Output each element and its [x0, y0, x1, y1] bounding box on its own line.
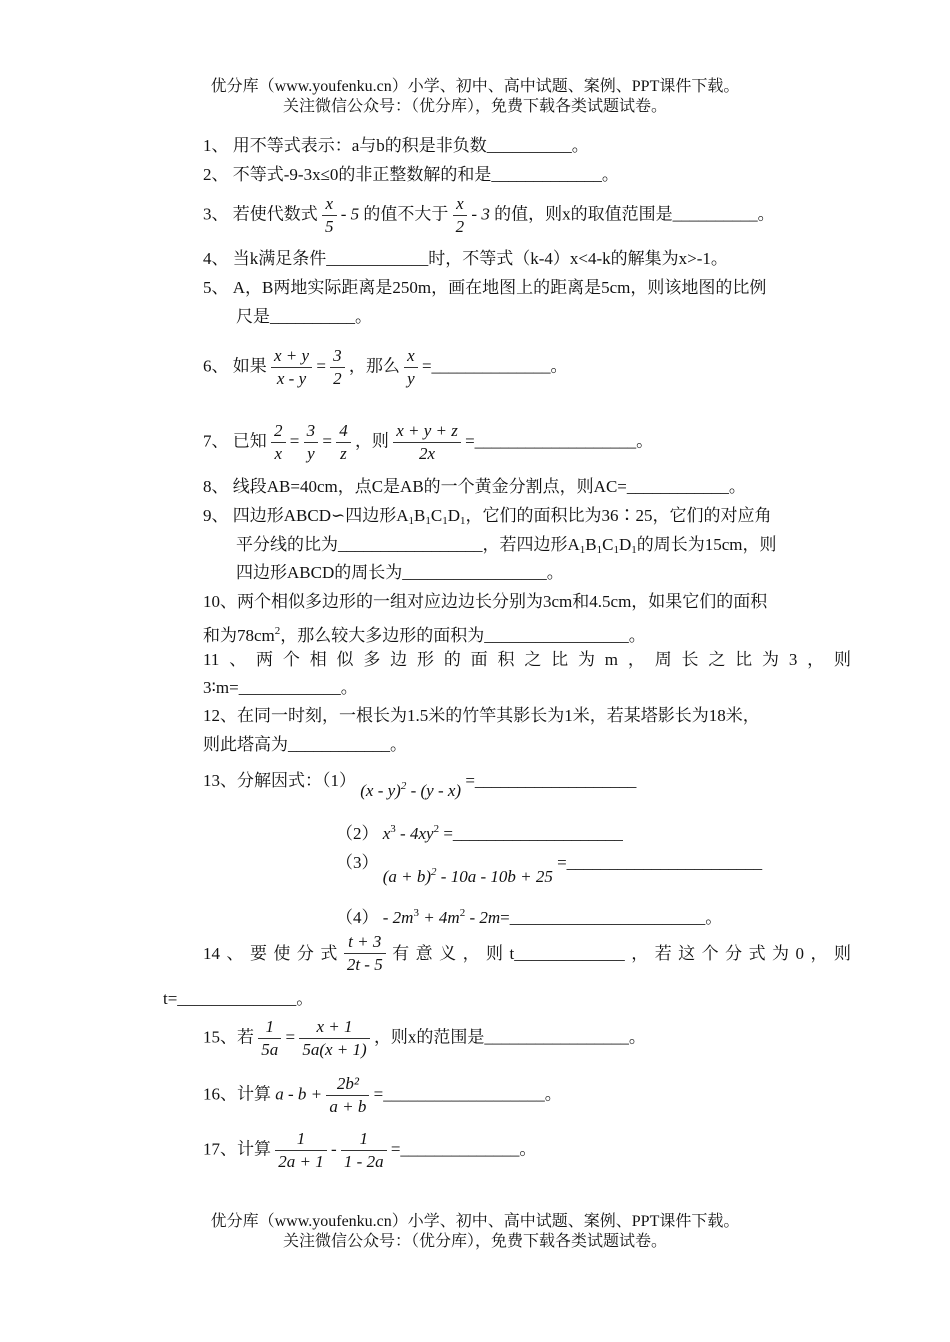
q7-mid: ，则 [354, 431, 389, 451]
q11-token: 长 [681, 650, 699, 669]
q9-b: B [414, 506, 426, 525]
q11-token: 则 [833, 650, 851, 669]
q3-suffix: 的值，则x的取值范围是__________。 [494, 204, 775, 224]
q6-eq: = [316, 356, 326, 376]
q13-p3b: - 10a - 10b + 25 [436, 867, 553, 886]
q3-fraction-1: $\frac{x}{5}$ [322, 193, 337, 238]
q14-token: 有 [392, 943, 410, 963]
q13-p4-answer: =_______________________。 [500, 908, 723, 927]
q9-sub: 1 [613, 544, 619, 556]
question-11-line1 [203, 649, 851, 671]
q11-token: 为 [577, 650, 595, 669]
q13-p4b: + 4m [418, 908, 460, 927]
q9-c: C [602, 535, 614, 554]
q14-token: 意 [415, 943, 433, 963]
q9-sub: 1 [442, 515, 448, 527]
q14-token: 若 [654, 943, 672, 963]
q11-token: 、 [229, 650, 247, 669]
q6-fraction-3: $\frac{x}{y}$ [404, 345, 418, 390]
q13-p1b: - (y - x) [406, 781, 462, 800]
q11-token: 形 [417, 650, 434, 669]
q14-token: ， [810, 943, 828, 963]
question-9-line2 [236, 534, 777, 561]
q11-token: 相 [309, 650, 327, 669]
q13-p2-answer: =____________________ [443, 824, 623, 843]
q6-suffix: =______________。 [421, 356, 568, 376]
q9-sub: 1 [579, 544, 586, 556]
q9-sub: 1 [425, 515, 431, 527]
question-13-part3 [336, 847, 763, 886]
q6-mid: ，那么 [348, 356, 400, 376]
q11-token: m [604, 650, 619, 669]
q14-token: 使 [273, 943, 291, 963]
q6-fraction-1: $\frac{x + y}{x - y}$ [271, 345, 312, 390]
q9-l2a: 平分线的比为_________________，若四边形A [236, 535, 580, 554]
q7-fraction-3: $\frac{4}{z}$ [336, 420, 351, 465]
q16-fraction: $\frac{\text{2b²}}{a + b}$ [326, 1073, 369, 1118]
question-2: 2、 不等式-9-3x≤0的非正整数解的和是_____________。 [203, 165, 619, 184]
q11-token: ， [807, 650, 825, 669]
q11-token: 两 [256, 650, 274, 669]
q13-p3e: 2 [431, 866, 437, 878]
question-13-part4 [336, 902, 722, 929]
question-6 [203, 345, 568, 390]
q14-token: 这 [678, 943, 696, 963]
q9-l1a: 9、 四边形ABCD∽四边形A [203, 506, 409, 525]
question-4: 4、 当k满足条件____________时，不等式（k-4）x<4-k的解集为x>-1。 [203, 249, 728, 268]
q15-prefix: 15、若 [203, 1027, 254, 1047]
q11-token: 面 [470, 650, 488, 669]
q10-line2a: 和为78cm [203, 626, 275, 645]
q11-token: 之 [708, 650, 726, 669]
q13-p4a: - 2m [382, 908, 414, 927]
q14-token: 要 [249, 943, 267, 963]
q14-token: 分 [296, 943, 314, 963]
q9-sub: 1 [596, 544, 603, 556]
q9-sub: 1 [459, 515, 466, 527]
q7-suffix: =___________________。 [465, 431, 654, 451]
q11-token: 似 [336, 650, 354, 669]
q7-eq-2: = [322, 431, 332, 451]
q14-token: t_____________ [509, 943, 625, 963]
q13-p3-answer: =_______________________ [557, 853, 763, 872]
q9-c: C [430, 506, 443, 525]
q14-token: 14 [203, 943, 220, 963]
q11-token: 为 [762, 650, 779, 669]
q7-fraction-4: $\frac{x + y + z}{2x}$ [393, 420, 461, 465]
q16-suffix: =___________________。 [373, 1084, 562, 1104]
question-8: 8、 线段AB=40cm，点C是AB的一个黄金分割点，则AC=____________。 [203, 477, 746, 496]
q7-fraction-2: $\frac{3}{y}$ [304, 420, 319, 465]
q13-l3: （3） [336, 853, 379, 872]
q14-numerator: t + 3 [344, 931, 386, 954]
q13-p2b: - 4xy [395, 824, 434, 843]
q13-p4c: - 2m [465, 908, 501, 927]
q14-denominator: 2t - 5 [346, 955, 383, 974]
q15-suffix: ，则x的范围是_________________。 [373, 1027, 646, 1047]
q3-op-1: - 5 [340, 204, 360, 224]
q13-p2a: x [382, 824, 391, 843]
q9-l2b: 的周长为15cm，则 [636, 535, 777, 554]
q13-p4e1: 3 [413, 907, 419, 919]
page-footer-line2: 关注微信公众号：（优分库），免费下载各类试题试卷。 [282, 1233, 667, 1250]
q16-prefix: 16、计算 [203, 1084, 271, 1104]
q9-sub: 1 [408, 515, 415, 527]
q11-token: 比 [551, 650, 569, 669]
q17-prefix: 17、计算 [203, 1139, 271, 1159]
q10-sup: 2 [274, 625, 281, 637]
q13-p1exp: 2 [400, 780, 407, 792]
q17-suffix: =______________。 [390, 1139, 537, 1159]
q11-token: 11 [203, 650, 220, 669]
q3-mid: 的值不大于 [363, 204, 449, 224]
q14-fraction [344, 931, 386, 976]
q14-token: 则 [486, 943, 504, 963]
question-5-line1: 5、 A，B两地实际距离是250m，画在地图上的距离是5cm，则该地图的比例 [203, 278, 767, 297]
q14-token: ， [462, 943, 480, 963]
question-7 [203, 420, 653, 465]
question-10-line2 [203, 620, 646, 647]
q7-fraction-1: $\frac{2}{x}$ [271, 420, 286, 465]
q14-token: 为 [772, 943, 790, 963]
q14-token: 式 [748, 943, 766, 963]
q14-token: 个 [701, 943, 719, 963]
q14-token: 则 [833, 943, 851, 963]
q16-expr: a - b + [275, 1084, 323, 1104]
q17-op: - [330, 1139, 337, 1159]
q14-token: ， [631, 943, 649, 963]
question-16 [203, 1073, 562, 1118]
q13-p1a: (x - y) [360, 781, 401, 800]
question-1: 1、 用不等式表示：a与b的积是非负数__________。 [203, 136, 589, 155]
q14-token: 、 [226, 943, 244, 963]
q9-d: D [618, 535, 632, 554]
q15-fraction-1: $\frac{1}{5a}$ [258, 1016, 281, 1061]
q9-b: B [585, 535, 597, 554]
q6-fraction-2: $\frac{3}{2}$ [330, 345, 345, 390]
question-17 [203, 1128, 536, 1173]
page-header-line1: 优分库（www.youfenku.cn）小学、初中、高中试题、案例、PPT课件下载。 [210, 78, 740, 95]
q11-token: ， [627, 650, 645, 669]
q3-op-2: - 3 [471, 204, 490, 224]
q9-l1b: ，它们的面积比为36∶25，它们的对应角 [465, 506, 772, 525]
q13-label: 13、分解因式：（1） [203, 771, 356, 790]
q9-sub: 1 [631, 544, 637, 556]
q13-p2e2: 2 [433, 823, 440, 835]
q13-p3a: (a + b) [382, 867, 432, 886]
q13-p1-answer: =___________________ [465, 771, 637, 790]
q11-token: 比 [735, 650, 753, 669]
q13-expr-3 [383, 867, 553, 886]
q13-l2: （2） [336, 824, 379, 843]
q13-p4e2: 2 [459, 907, 466, 919]
question-9-line1 [203, 505, 771, 532]
q11-token: 边 [390, 650, 408, 669]
question-13-part2 [336, 818, 623, 845]
q7-eq-1: = [289, 431, 300, 451]
q13-expr-1 [360, 781, 461, 800]
q11-token: 的 [443, 650, 461, 669]
question-10-line1: 10、两个相似多边形的一组对应边边长分别为3cm和4.5cm，如果它们的面积 [203, 592, 768, 611]
q11-token: 之 [524, 650, 542, 669]
q3-prefix: 3、 若使代数式 [203, 204, 318, 224]
question-3 [203, 193, 775, 238]
q13-p2e1: 3 [390, 823, 396, 835]
question-5-line2: 尺是__________。 [236, 307, 372, 326]
question-14-line1 [203, 931, 851, 976]
question-13-part1 [203, 765, 637, 800]
q11-token: 周 [654, 650, 672, 669]
q15-eq: = [285, 1027, 296, 1047]
page-header-line2: 关注微信公众号：（优分库），免费下载各类试题试卷。 [282, 98, 667, 115]
q17-fraction-1: $\frac{1}{2a + 1}$ [275, 1128, 326, 1173]
q6-prefix: 6、 如果 [203, 356, 267, 376]
q14-token: 分 [725, 943, 743, 963]
q17-fraction-2: $\frac{1}{1 - 2a}$ [341, 1128, 387, 1173]
q9-d: D [447, 506, 460, 525]
q14-token: 式 [320, 943, 338, 963]
q11-token: 积 [497, 650, 515, 669]
question-12-line2: 则此塔高为____________。 [203, 735, 407, 754]
q14-token: 义 [439, 943, 457, 963]
q11-token: 3 [788, 650, 798, 669]
q15-fraction-2: $\frac{x + 1}{5a(x + 1)}$ [299, 1016, 369, 1061]
question-9-line3: 四边形ABCD的周长为_________________。 [236, 563, 564, 582]
question-11-line2: 3∶m=____________。 [203, 678, 358, 697]
q3-fraction-2: $\frac{x}{2}$ [453, 193, 468, 238]
q7-prefix: 7、 已知 [203, 431, 267, 451]
question-14-line2: t=______________。 [163, 989, 314, 1008]
q14-token: 0 [795, 943, 804, 963]
question-15 [203, 1016, 646, 1061]
q11-token: 个 [282, 650, 300, 669]
page-footer-line1: 优分库（www.youfenku.cn）小学、初中、高中试题、案例、PPT课件下载。 [210, 1213, 740, 1230]
question-12-line1: 12、在同一时刻，一根长为1.5米的竹竿其影长为1米，若某塔影长为18米， [203, 706, 760, 725]
q11-token: 多 [363, 650, 381, 669]
q13-l4: （4） [336, 908, 379, 927]
q10-line2b: ，那么较大多边形的面积为_________________。 [280, 626, 646, 645]
